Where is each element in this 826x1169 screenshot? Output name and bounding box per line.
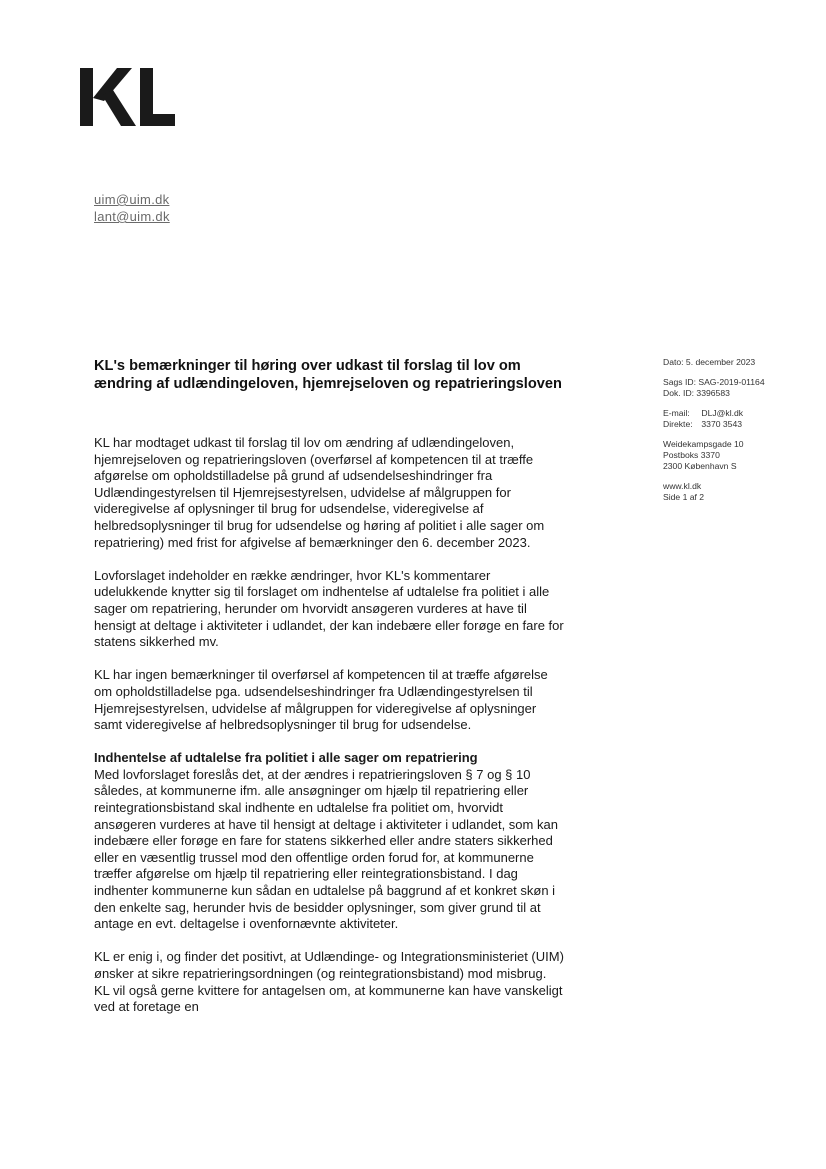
body-paragraph: KL har modtaget udkast til forslag til lov om ændring af udlændingeloven, hjemrejseloven og repatrieringsloven (overførsel af kompetencen til at træffe afgørelse om opholdstilladelse på grund af udsendelseshindringer fra Udlændingestyrelsen til Hjemrejsestyrelsen, udvidelse af målgruppen for videregivelse af oplysninger til brug for udsendelse, videregivelse af helbredsoplysninger til brug for udsendelse og høring af politiet i alle sager om repatriering) med frist for afgivelse af bemærkninger den 6. december 2023.	[94, 435, 545, 550]
meta-address-group	[663, 439, 765, 472]
document-title: KL's bemærkninger til høring over udkast til forslag til lov om ændring af udlændingeloven, hjemrejseloven og repatrieringsloven	[94, 358, 562, 392]
section-block	[94, 750, 564, 933]
meta-ids-group	[663, 377, 765, 399]
meta-date: Dato: 5. december 2023	[663, 357, 756, 367]
meta-address-line: 2300 København S	[663, 461, 737, 471]
meta-contact-group	[663, 408, 765, 430]
meta-sags-id: Sags ID: SAG-2019-01164	[663, 377, 765, 387]
body-paragraph: Lovforslaget indeholder en række ændringer, hvor KL's kommentarer udelukkende knytter sig til forslaget om indhentelse af udtalelse fra politiet i alle sager om repatriering, herunder om hvorvidt ansøgeren vurderes at have til hensigt at deltage i aktiviteter i udlandet, der kan indebære eller forøge en fare for statens sikkerhed mv.	[94, 567, 564, 650]
meta-website[interactable]: www.kl.dk	[663, 481, 702, 491]
document-body	[94, 435, 564, 1032]
meta-page-number: Side 1 af 2	[663, 492, 705, 502]
section-heading: Indhentelse af udtalelse fra politiet i alle sager om repatriering	[94, 750, 478, 766]
body-paragraph: Med lovforslaget foreslås det, at der ændres i repatrieringsloven § 7 og § 10 således, at kommunerne ifm. alle ansøgninger om hjælp til repatriering eller reintegrationsbistand skal indhente en udtalelse fra politiet om, hvorvidt ansøgeren vurderes at have til hensigt at deltage i aktiviteter i udlandet, som kan indebære eller forøge en fare for statens sikkerhed eller andre staters sikkerhed eller en væsentlig trussel mod den offentlige orden forud for, at kommunerne træffer afgørelse om hjælp til repatriering eller reintegrationsbistand. I dag indhenter kommunerne kun sådan en udtalelse på baggrund af et konkret skøn i den enkelte sag, herunder hvis de besidder oplysninger, som giver grund til at antage en evt. deltagelse i ovenfornævnte aktiviteter.	[94, 766, 558, 932]
recipient-email-link[interactable]: uim@uim.dk	[94, 192, 170, 207]
meta-email-row	[663, 408, 765, 419]
meta-email-label: E-mail:	[663, 408, 690, 418]
body-paragraph: KL har ingen bemærkninger til overførsel af kompetencen til at træffe afgørelse om opholdstilladelse pga. udsendelseshindringer fra Udlændingestyrelsen til Hjemrejsestyrelsen, udvidelse af målgruppen for videregivelse af oplysninger samt videregivelse af helbredsoplysninger til brug for udsendelse.	[94, 667, 548, 733]
document-meta	[663, 357, 765, 512]
meta-dok-id: Dok. ID: 3396583	[663, 388, 730, 398]
meta-direct-label: Direkte:	[663, 419, 693, 429]
recipient-emails	[94, 191, 170, 225]
meta-date-group	[663, 357, 765, 368]
meta-direct-value: 3370 3543	[701, 419, 743, 429]
recipient-email-link[interactable]: lant@uim.dk	[94, 209, 170, 224]
meta-address-line: Postboks 3370	[663, 450, 720, 460]
meta-email-value[interactable]: DLJ@kl.dk	[701, 408, 744, 418]
meta-direct-row	[663, 419, 765, 430]
body-paragraph: KL er enig i, og finder det positivt, at Udlændinge- og Integrationsministeriet (UIM) ønsker at sikre repatrieringsordningen (og reintegrationsbistand) mod misbrug. KL vil også gerne kvittere for antagelsen om, at kommunerne kan have vanskeligt ved at foretage en	[94, 949, 564, 1015]
meta-web-group	[663, 481, 765, 503]
meta-address-line: Weidekampsgade 10	[663, 439, 744, 449]
kl-logo	[80, 68, 175, 126]
